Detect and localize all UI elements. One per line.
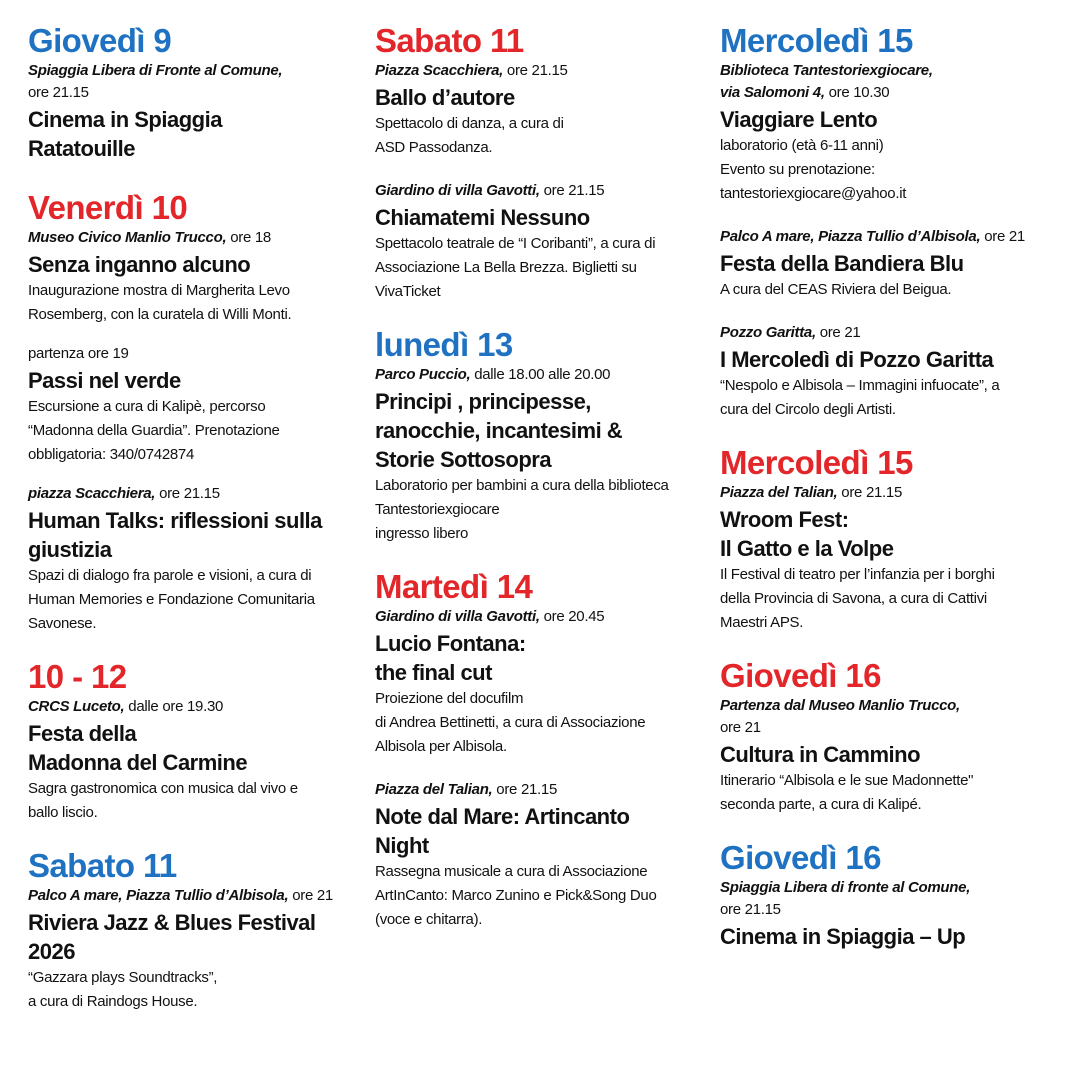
- event-note-dal-mare: [375, 779, 710, 932]
- event-human-talks: [28, 483, 358, 636]
- day-heading: Giovedì 16: [720, 657, 881, 694]
- event-viaggiare-lento: [720, 60, 1055, 206]
- event-description: Inaugurazione mostra di Margherita Levo Rosemberg, con la curatela di Willi Monti.: [28, 282, 292, 323]
- day-heading: 10 - 12: [28, 658, 127, 695]
- event-wroom-fest: [720, 482, 1055, 635]
- event-location: Pozzo Garitta, ore 21: [720, 324, 861, 341]
- event-location: Partenza dal Museo Manlio Trucco, ore 21: [720, 697, 960, 736]
- event-location: Piazza del Talian, ore 21.15: [375, 781, 557, 798]
- event-title: Cinema in Spiaggia – Up: [720, 924, 966, 949]
- event-title: Note dal Mare: Artincanto Night: [375, 804, 630, 858]
- day-lunedi-13: [375, 326, 710, 546]
- day-giovedi-9: [28, 22, 358, 163]
- event-cinema-ratatouille: [28, 60, 358, 163]
- event-title: Cultura in Cammino: [720, 742, 921, 767]
- day-giovedi-16-blue: [720, 839, 1055, 951]
- day-heading: Giovedì 16: [720, 839, 881, 876]
- event-title: Principi , principesse, ranocchie, incantesimi & Storie Sottosopra: [375, 389, 623, 472]
- event-title: Human Talks: riflessioni sulla giustizia: [28, 508, 322, 562]
- event-description: Spazi di dialogo fra parole e visioni, a cura di Human Memories e Fondazione Comunitaria Savonese.: [28, 567, 315, 632]
- day-heading: Venerdì 10: [28, 189, 188, 226]
- event-location: Spiaggia Libera di Fronte al Comune, ore 21.15: [28, 62, 283, 101]
- event-location: CRCS Luceto, dalle ore 19.30: [28, 698, 224, 715]
- event-location: Palco A mare, Piazza Tullio d’Albisola, ore 21: [720, 228, 1025, 245]
- event-description: Spettacolo di danza, a cura di ASD Passodanza.: [375, 115, 564, 156]
- event-description: Escursione a cura di Kalipè, percorso “Madonna della Guardia”. Prenotazione obbligatoria: 340/0742874: [28, 398, 280, 463]
- event-description: Spettacolo teatrale de “I Coribanti”, a cura di Associazione La Bella Brezza. Biglietti su VivaTicket: [375, 235, 656, 300]
- event-title: Senza inganno alcuno: [28, 252, 251, 277]
- day-heading: Martedì 14: [375, 568, 533, 605]
- event-mercoledi-pozzo-garitta: [720, 322, 1055, 422]
- day-heading: Mercoledì 15: [720, 444, 913, 481]
- day-giovedi-16-red: [720, 657, 1055, 817]
- day-martedi-14: [375, 568, 710, 932]
- event-cinema-up: [720, 877, 1055, 951]
- event-title: Viaggiare Lento: [720, 107, 878, 132]
- event-description: A cura del CEAS Riviera del Beigua.: [720, 281, 952, 298]
- day-venerdi-10: [28, 189, 358, 636]
- day-heading: Sabato 11: [375, 22, 524, 59]
- event-principi-principesse: [375, 364, 710, 546]
- day-mercoledi-15-blue: [720, 22, 1055, 422]
- event-description: “Gazzara plays Soundtracks”, a cura di Raindogs House.: [28, 969, 218, 1010]
- day-heading: Mercoledì 15: [720, 22, 913, 59]
- day-sabato-11-red: [375, 22, 710, 304]
- event-description: Sagra gastronomica con musica dal vivo e ballo liscio.: [28, 780, 298, 821]
- event-riviera-jazz: [28, 885, 358, 1014]
- event-senza-inganno: [28, 227, 358, 327]
- event-description: Itinerario “Albisola e le sue Madonnette" seconda parte, a cura di Kalipé.: [720, 772, 974, 813]
- event-location: Museo Civico Manlio Trucco, ore 18: [28, 229, 271, 246]
- event-location: Piazza Scacchiera, ore 21.15: [375, 62, 568, 79]
- event-title: Festa della Bandiera Blu: [720, 251, 964, 276]
- event-passi-nel-verde: [28, 343, 358, 467]
- day-heading: Giovedì 9: [28, 22, 172, 59]
- event-location: Giardino di villa Gavotti, ore 20.45: [375, 608, 605, 625]
- event-title: Passi nel verde: [28, 368, 181, 393]
- event-location: Palco A mare, Piazza Tullio d’Albisola, ore 21: [28, 887, 333, 904]
- event-description: “Nespolo e Albisola – Immagini infuocate”, a cura del Circolo degli Artisti.: [720, 377, 1000, 418]
- event-title: Chiamatemi Nessuno: [375, 205, 590, 230]
- event-description: laboratorio (età 6-11 anni) Evento su prenotazione: tantestoriexgiocare@yahoo.it: [720, 137, 907, 202]
- event-festa-bandiera-blu: [720, 226, 1055, 302]
- event-location: Biblioteca Tantestoriexgiocare, via Salomoni 4, ore 10.30: [720, 62, 933, 101]
- event-location: Giardino di villa Gavotti, ore 21.15: [375, 182, 605, 199]
- event-festa-madonna-carmine: [28, 696, 358, 825]
- event-ballo-autore: [375, 60, 710, 160]
- event-location: Parco Puccio, dalle 18.00 alle 20.00: [375, 366, 611, 383]
- column-1: [28, 22, 358, 1014]
- column-2: [375, 22, 710, 932]
- event-description: Laboratorio per bambini a cura della biblioteca Tantestoriexgiocare ingresso libero: [375, 477, 669, 542]
- column-3: [720, 22, 1055, 951]
- event-cultura-in-cammino: [720, 695, 1055, 817]
- event-title: Lucio Fontana: the final cut: [375, 631, 526, 685]
- day-heading: lunedì 13: [375, 326, 513, 363]
- event-description: Il Festival di teatro per l’infanzia per i borghi della Provincia di Savona, a cura di Cattivi Maestri APS.: [720, 566, 995, 631]
- event-location: Piazza del Talian, ore 21.15: [720, 484, 902, 501]
- event-location: piazza Scacchiera, ore 21.15: [28, 485, 220, 502]
- event-description: Rassegna musicale a cura di Associazione ArtInCanto: Marco Zunino e Pick&Song Duo (voce e chitarra).: [375, 863, 657, 928]
- event-title: Riviera Jazz & Blues Festival 2026: [28, 910, 316, 964]
- event-title: I Mercoledì di Pozzo Garitta: [720, 347, 994, 372]
- event-chiamatemi-nessuno: [375, 180, 710, 304]
- event-title: Wroom Fest: Il Gatto e la Volpe: [720, 507, 894, 561]
- day-10-12: [28, 658, 358, 825]
- event-title: Ballo d’autore: [375, 85, 515, 110]
- event-lucio-fontana: [375, 606, 710, 759]
- event-title: Festa della Madonna del Carmine: [28, 721, 248, 775]
- day-mercoledi-15-red: [720, 444, 1055, 635]
- event-location: Spiaggia Libera di fronte al Comune, ore 21.15: [720, 879, 971, 918]
- event-description: Proiezione del docufilm di Andrea Bettinetti, a cura di Associazione Albisola per Albisola.: [375, 690, 646, 755]
- day-sabato-11-blue: [28, 847, 358, 1014]
- event-title: Cinema in Spiaggia Ratatouille: [28, 107, 222, 161]
- day-heading: Sabato 11: [28, 847, 177, 884]
- event-location: partenza ore 19: [28, 345, 129, 362]
